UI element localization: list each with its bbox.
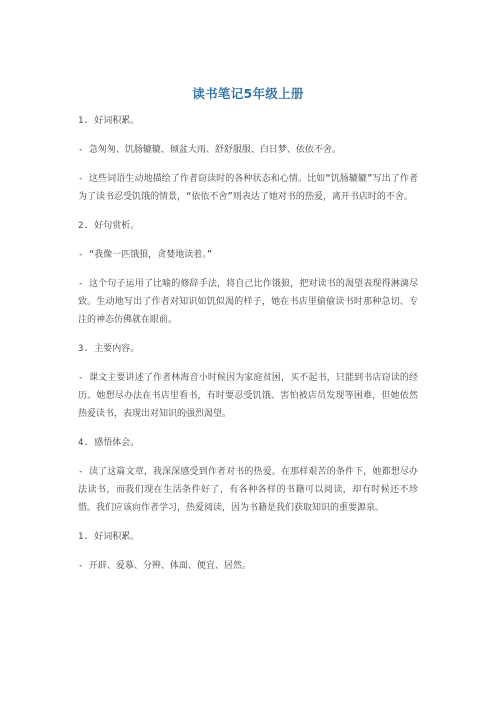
document-body <box>78 112 418 586</box>
page-title: 读书笔记5年级上册 <box>192 86 304 101</box>
section-heading-sentence-analysis: 2. 好句赏析。 <box>78 221 140 231</box>
section-heading-main-content: 3. 主要内容。 <box>78 344 140 354</box>
paragraph-reflection: - 读了这篇文章，我深深感受到作者对书的热爱。在那样艰苦的条件下，她都想尽办法读书，而我们现在生活条件好了，有各种各样的书籍可以阅读，却有时候还不珍惜。我们应该向作者学习，热爱阅读，因为书籍是我们获取知识的重要源泉。 <box>78 467 418 513</box>
section-heading-reflection: 4. 感悟体会。 <box>78 438 140 448</box>
paragraph-word-list: - 急匆匆、饥肠辘辘、倾盆大雨、舒舒服服、白日梦、依依不舍。 <box>78 145 341 155</box>
paragraph-main-content: - 课文主要讲述了作者林海音小时候因为家庭贫困，买不起书，只能到书店窃读的经历。她想尽办法在书店里看书，有时要忍受饥饿、害怕被店员发现等困难，但她依然热爱读书，表现出对知识的强烈渴望。 <box>78 373 418 419</box>
section-heading-good-words-2: 1. 好词积累。 <box>78 532 140 542</box>
section-heading-good-words: 1. 好词积累。 <box>78 116 140 126</box>
paragraph-sentence-explanation: - 这个句子运用了比喻的修辞手法，将自己比作饿狼，把对读书的渴望表现得淋漓尽致。生动地写出了作者对知识如饥似渴的样子，她在书店里偷偷读书时那种急切、专注的神态仿佛就在眼前。 <box>78 279 418 325</box>
paragraph-quote: - “我像一匹饿狼，贪婪地读着。” <box>78 250 213 260</box>
paragraph-word-list-2: - 开辟、爱慕、分辨、体面、便宜、居然。 <box>78 561 251 571</box>
paragraph-word-explanation: - 这些词语生动地描绘了作者窃读时的各种状态和心情。比如“饥肠辘辘”写出了作者为了读书忍受饥饿的情景，“依依不舍”则表达了她对书的热爱，离开书店时的不舍。 <box>78 174 418 202</box>
